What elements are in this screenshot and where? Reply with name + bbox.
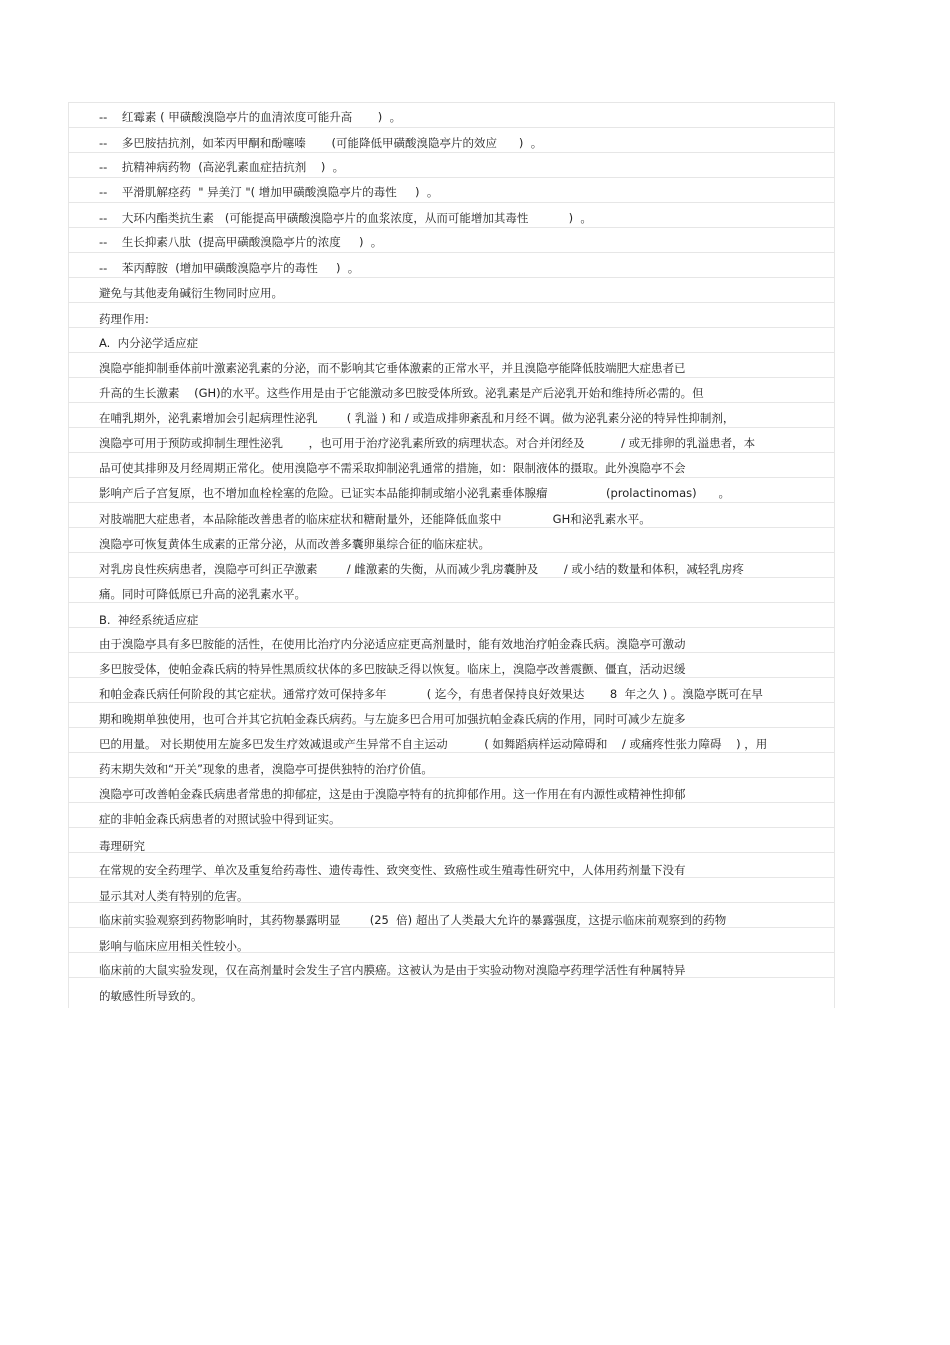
text-line: 症的非帕金森氏病患者的对照试验中得到证实。 [99,812,341,826]
text-line: 痛。同时可降低原已升高的泌乳素水平。 [99,587,306,601]
text-line: B. 神经系统适应症 [99,613,199,627]
text-line: 毒理研究 [99,839,145,853]
text-line: 在常规的安全药理学、单次及重复给药毒性、遗传毒性、致突变性、致癌性或生殖毒性研究中，人体用药剂量下没有 [99,863,686,877]
text-line: 对乳房良性疾病患者，溴隐亭可纠正孕激素 / 雌激素的失衡，从而减少乳房囊肿及 / 或小结的数量和体积，减轻乳房疼 [99,562,744,576]
text-line: 影响与临床应用相关性较小。 [99,939,249,953]
text-line: 溴隐亭可用于预防或抑制生理性泌乳 ，也可用于治疗泌乳素所致的病理状态。对合并闭经及 / 或无排卵的乳溢患者，本 [99,436,756,450]
text-line: 期和晚期单独使用，也可合并其它抗帕金森氏病药。与左旋多巴合用可加强抗帕金森氏病的作用，同时可减少左旋多 [99,712,686,726]
text-line: 临床前实验观察到药物影响时，其药物暴露明显 (25 倍) 超出了人类最大允许的暴露强度，这提示临床前观察到的药物 [99,913,727,927]
text-line: 由于溴隐亭具有多巴胺能的活性，在使用比治疗内分泌适应症更高剂量时，能有效地治疗帕金森氏病。溴隐亭可激动 [99,637,686,651]
text-line: 多巴胺受体，使帕金森氏病的特异性黑质纹状体的多巴胺缺乏得以恢复。临床上，溴隐亭改善震颤、僵直，活动迟缓 [99,662,686,676]
text-line: -- 苯丙醇胺 (增加甲磺酸溴隐亭片的毒性 ) 。 [99,261,360,275]
text-line: 避免与其他麦角碱衍生物同时应用。 [99,286,283,300]
table-row [68,302,835,328]
text-line: 溴隐亭能抑制垂体前叶激素泌乳素的分泌，而不影响其它垂体激素的正常水平，并且溴隐亭能降低肢端肥大症患者已 [99,361,686,375]
text-line: -- 红霉素 ( 甲磺酸溴隐亭片的血清浓度可能升高 ) 。 [99,110,402,124]
table-row [68,827,835,853]
text-line: 的敏感性所导致的。 [99,989,203,1003]
text-line: 在哺乳期外，泌乳素增加会引起病理性泌乳 ( 乳溢 ) 和 / 或造成排卵紊乱和月经不调。做为泌乳素分泌的特异性抑制剂， [99,411,735,425]
text-line: 和帕金森氏病任何阶段的其它症状。通常疗效可保持多年 ( 迄今，有患者保持良好效果达 8 年之久 ) 。溴隐亭既可在早 [99,687,763,701]
text-line: A. 内分泌学适应症 [99,336,199,350]
text-line: 药理作用: [99,312,149,326]
text-line: 药末期失效和“开关”现象的患者，溴隐亭可提供独特的治疗价值。 [99,762,433,776]
text-line: 升高的生长激素 (GH)的水平。这些作用是由于它能激动多巴胺受体所致。泌乳素是产后泌乳开始和维持所必需的。但 [99,386,704,400]
text-line: 影响产后子宫复原，也不增加血栓栓塞的危险。已证实本品能抑制或缩小泌乳素垂体腺瘤 (prolactinomas) 。 [99,486,731,500]
text-line: -- 多巴胺拮抗剂，如苯丙甲酮和酚噻嗪 (可能降低甲磺酸溴隐亭片的效应 ) 。 [99,136,543,150]
text-line: -- 生长抑素八肽 (提高甲磺酸溴隐亭片的浓度 ) 。 [99,235,383,249]
text-line: 对肢端肥大症患者，本品除能改善患者的临床症状和糖耐量外，还能降低血浆中 GH和泌乳素水平。 [99,512,651,526]
text-line: 溴隐亭可改善帕金森氏病患者常患的抑郁症，这是由于溴隐亭特有的抗抑郁作用。这一作用在有内源性或精神性抑郁 [99,787,686,801]
text-line: -- 大环内酯类抗生素 (可能提高甲磺酸溴隐亭片的血浆浓度，从而可能增加其毒性 ) 。 [99,211,592,225]
text-line: -- 平滑肌解痉药 " 异美汀 "( 增加甲磺酸溴隐亭片的毒性 ) 。 [99,185,439,199]
text-line: 临床前的大鼠实验发现，仅在高剂量时会发生子宫内膜癌。这被认为是由于实验动物对溴隐亭药理学活性有种属特异 [99,963,686,977]
text-line: -- 抗精神病药物 (高泌乳素血症拮抗剂 ) 。 [99,160,345,174]
text-line: 巴的用量。 对长期使用左旋多巴发生疗效减退或产生异常不自主运动 ( 如舞蹈病样运动障碍和 / 或痛疼性张力障碍 ) ，用 [99,737,768,751]
text-line: 品可使其排卵及月经周期正常化。使用溴隐亭不需采取抑制泌乳通常的措施，如：限制液体的摄取。此外溴隐亭不会 [99,461,686,475]
text-line: 溴隐亭可恢复黄体生成素的正常分泌，从而改善多囊卵巢综合征的临床症状。 [99,537,490,551]
text-line: 显示其对人类有特别的危害。 [99,889,249,903]
